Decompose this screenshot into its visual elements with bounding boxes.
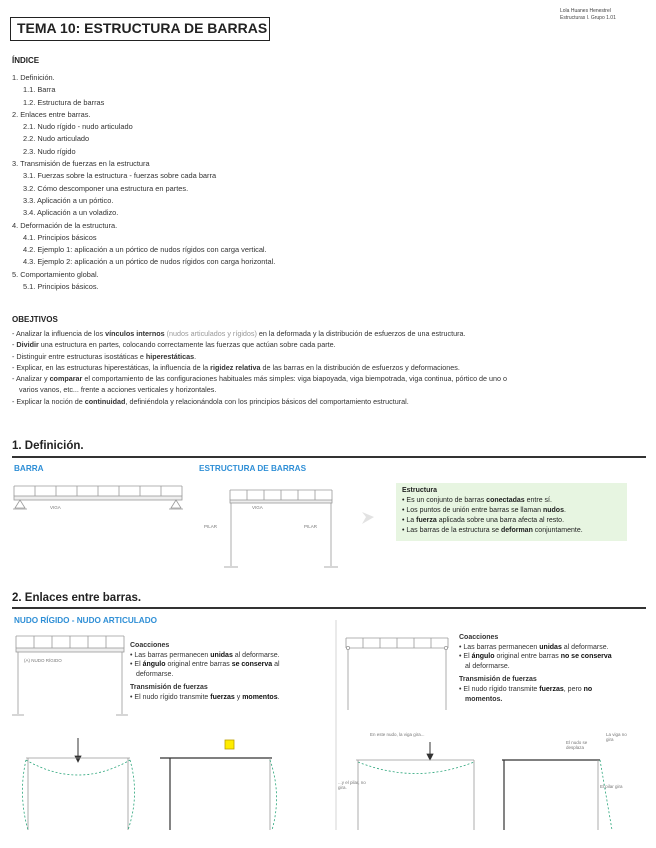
pilar-label: PILAR [204, 524, 218, 529]
estructura-label: ESTRUCTURA DE BARRAS [199, 464, 307, 473]
bullet-item: • Es un conjunto de barras conectadas entre sí. [402, 497, 552, 504]
rigid-frame-diagram [12, 636, 128, 715]
page-title: TEMA 10: ESTRUCTURA DE BARRAS [10, 17, 270, 41]
deformation-sketches [22, 738, 612, 830]
objective-item: - Distinguir entre estructuras isostáticas e hiperestáticas. [12, 351, 197, 361]
objective-item-continued: varios vanos, etc... frente a acciones verticales y horizontales. [19, 385, 217, 395]
objective-item: - Explicar la noción de continuidad, definiéndola y relacionándola con los principios básicos del comportamiento estructural. [12, 396, 409, 406]
bullet-item-continued: deformarse. [136, 670, 174, 678]
estructura-definition-box [396, 483, 627, 541]
index-item: 5.1. Principios básicos. [23, 282, 99, 292]
index-item: 3.2. Cómo descomponer una estructura en partes. [23, 183, 189, 193]
index-item: 4.2. Ejemplo 1: aplicación a un pórtico de nudos rígidos con carga vertical. [23, 245, 267, 255]
bullet-item: • Las barras permanecen unidas al deformarse. [459, 643, 609, 651]
index-item: 3.1. Fuerzas sobre la estructura - fuerzas sobre cada barra [23, 171, 217, 181]
index-item: 4. Deformación de la estructura. [12, 220, 118, 230]
section-2-rule [12, 607, 646, 609]
annotation: El nudo se desplaza [566, 740, 588, 750]
index-item: 2.3. Nudo rígido [23, 146, 76, 156]
section-2-title: 2. Enlaces entre barras. [12, 592, 142, 604]
annotation: En este nudo, la viga gira... [370, 732, 425, 737]
viga-label: VIGA [252, 505, 263, 510]
objective-item: - Analizar y comparar el comportamiento de las configuraciones habituales más simples: viga biapoyada, viga biempotrada, viga continua, pórtico de uno o [12, 374, 508, 384]
objective-item: - Dividir una estructura en partes, colocando correctamente las fuerzas que actúan sobre cada parte. [12, 340, 336, 350]
index-item: 5. Comportamiento global. [12, 269, 99, 279]
pilar-label: PILAR [304, 524, 318, 529]
estructura-heading: Estructura [402, 487, 438, 494]
bullet-item: • Las barras de la estructura se deforman conjuntamente. [402, 527, 583, 534]
index-item: 2. Enlaces entre barras. [12, 109, 91, 119]
bullet-item: • Los puntos de unión entre barras se llaman nudos. [402, 507, 566, 514]
frame-diagram [224, 490, 338, 567]
annotation: La viga no gira [606, 732, 627, 742]
nudo-subtitle: NUDO RÍGIDO - NUDO ARTICULADO [14, 616, 157, 625]
index-item: 3. Transmisión de fuerzas en la estructura [12, 159, 150, 169]
transmision-heading: Transmisión de fuerzas [459, 676, 537, 684]
bullet-item: • El nudo rígido transmite fuerzas, pero no [459, 685, 593, 693]
bullet-item-continued: momentos. [465, 695, 503, 703]
course-info: Estructuras I. Grupo 1.01 [560, 15, 616, 21]
frame-caption: (A) NUDO RÍGIDO [24, 658, 62, 663]
index-item: 4.3. Ejemplo 2: aplicación a un pórtico de nudos rígidos con carga horizontal. [23, 257, 276, 267]
pinned-frame-diagram [346, 638, 448, 710]
bullet-item-continued: al deformarse. [465, 662, 510, 670]
coacciones-heading: Coacciones [459, 634, 499, 641]
viga-label: VIGA [50, 505, 61, 510]
index-item: 4.1. Principios básicos [23, 232, 97, 242]
author-name: Lola Huanes Henestrel [560, 8, 611, 14]
annotation: El pilar gira [600, 784, 623, 789]
objectives-heading: OBEJTIVOS [12, 315, 58, 324]
bullet-item: • La fuerza aplicada sobre una barra afecta al resto. [402, 517, 565, 524]
index-item: 3.3. Aplicación a un pórtico. [23, 195, 114, 205]
arrow-right-icon [362, 512, 374, 524]
annotation: ...y el pilar, no gira. [338, 780, 366, 790]
index-heading: ÍNDICE [12, 56, 40, 65]
bullet-item: • El ángulo original entre barras no se conserva [459, 653, 612, 661]
barra-label: BARRA [14, 464, 44, 473]
objective-item: - Explicar, en las estructuras hiperestáticas, la influencia de la rigidez relativa de las barras en la distribución de esfuerzos y deformaciones. [12, 362, 460, 372]
section-1-title: 1. Definición. [12, 440, 84, 452]
bullet-item: • El nudo rígido transmite fuerzas y momentos. [130, 693, 280, 701]
objective-item: - Analizar la influencia de los vínculos internos (nudos articulados y rígidos) en la deformada y la distribución de esfuerzos de una estructura. [12, 329, 466, 338]
index-item: 1.1. Barra [23, 85, 56, 95]
index-item: 3.4. Aplicación a un voladizo. [23, 208, 119, 218]
coacciones-heading: Coacciones [130, 642, 170, 649]
rigid-node-text [130, 641, 330, 703]
pinned-node-text [459, 633, 649, 704]
index-item: 1.2. Estructura de barras [23, 97, 105, 107]
bullet-item: • El ángulo original entre barras se conserva al [130, 661, 280, 669]
bullet-item: • Las barras permanecen unidas al deformarse. [130, 651, 280, 659]
index-item: 1. Definición. [12, 73, 55, 82]
index-item: 2.2. Nudo articulado [23, 134, 90, 144]
transmision-heading: Transmisión de fuerzas [130, 684, 208, 692]
index-item: 2.1. Nudo rígido - nudo articulado [23, 122, 133, 132]
beam-diagram [13, 486, 183, 509]
